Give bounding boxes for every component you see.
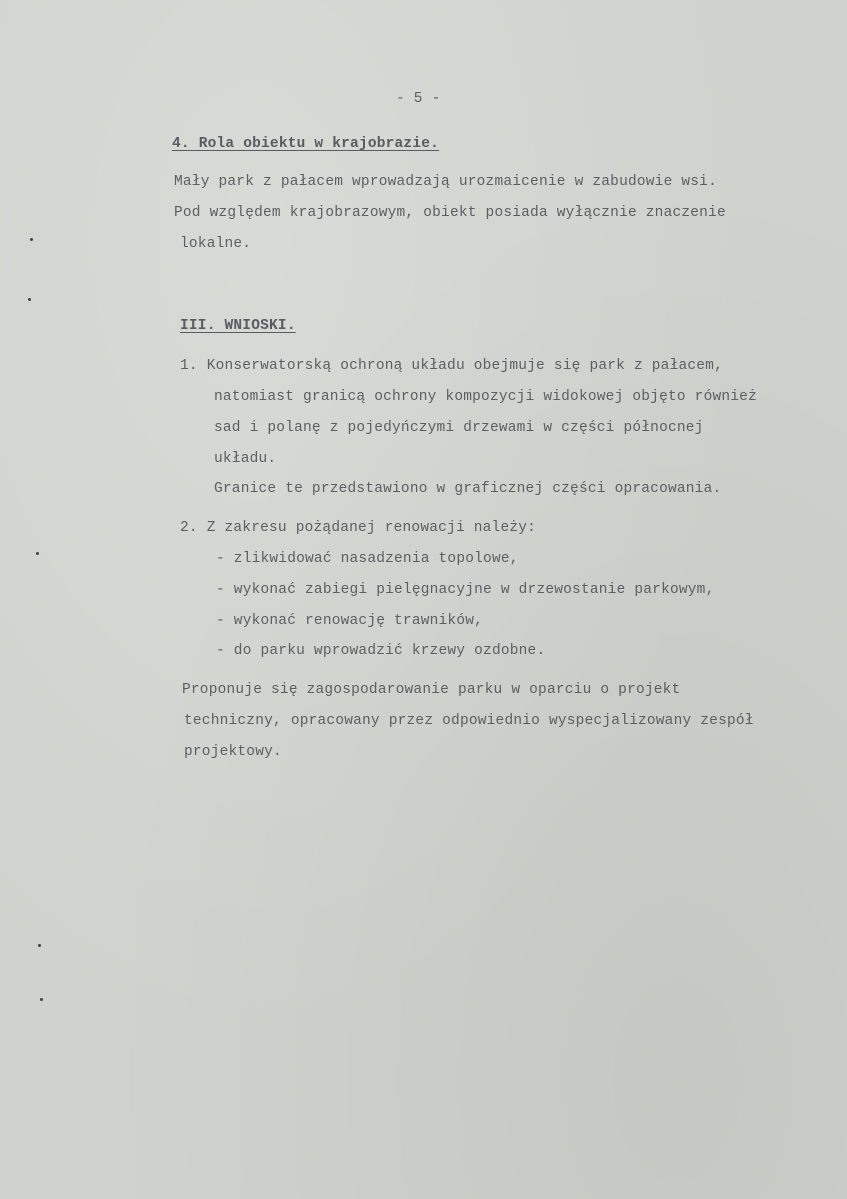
item-1-line-5: Granice te przedstawiono w graficznej części opracowania. xyxy=(214,481,722,497)
scan-speck xyxy=(38,944,41,947)
scan-speck xyxy=(28,298,31,301)
item-2-intro: 2. Z zakresu pożądanej renowacji należy: xyxy=(180,520,537,536)
item-1-line-2: natomiast granicą ochrony kompozycji widokowej objęto również xyxy=(214,389,757,405)
section-4-heading: 4. Rola obiektu w krajobrazie. xyxy=(172,136,440,152)
item-2-bullet-4: - do parku wprowadzić krzewy ozdobne. xyxy=(216,643,546,659)
section-4-line-3: lokalne. xyxy=(180,236,252,252)
item-1-line-1: 1. Konserwatorską ochroną układu obejmuje się park z pałacem, xyxy=(180,358,723,374)
section-4-line-2: Pod względem krajobrazowym, obiekt posiada wyłącznie znaczenie xyxy=(174,205,726,221)
scan-speck xyxy=(30,238,33,241)
scan-speck xyxy=(36,552,39,555)
closing-line-1: Proponuje się zagospodarowanie parku w oparciu o projekt xyxy=(182,682,681,698)
section-3-heading: III. WNIOSKI. xyxy=(180,318,296,334)
scan-speck xyxy=(40,998,43,1001)
section-4-line-1: Mały park z pałacem wprowadzają urozmaicenie w zabudowie wsi. xyxy=(174,174,717,190)
item-1-line-4: układu. xyxy=(214,451,277,467)
item-1-line-3: sad i polanę z pojedyńczymi drzewami w części północnej xyxy=(214,420,704,436)
closing-line-2: techniczny, opracowany przez odpowiednio wyspecjalizowany zespół xyxy=(184,713,754,729)
item-2-bullet-3: - wykonać renowację trawników, xyxy=(216,613,484,629)
item-2-bullet-1: - zlikwidować nasadzenia topolowe, xyxy=(216,551,519,567)
item-2-bullet-2: - wykonać zabiegi pielęgnacyjne w drzewostanie parkowym, xyxy=(216,582,715,598)
closing-line-3: projektowy. xyxy=(184,744,282,760)
page-number: - 5 - xyxy=(396,91,441,107)
